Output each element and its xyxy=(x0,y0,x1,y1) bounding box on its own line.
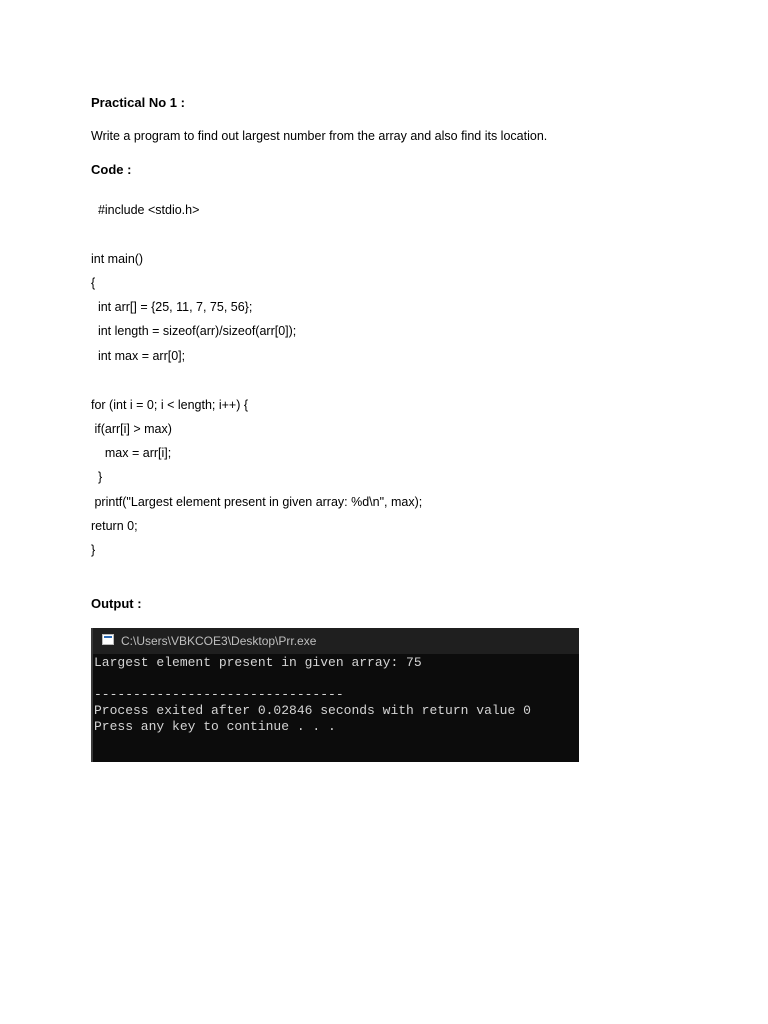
code-line: } xyxy=(91,543,96,557)
code-line: int max = arr[0]; xyxy=(91,349,186,363)
code-line: if(arr[i] > max) xyxy=(91,422,172,436)
code-line: { xyxy=(91,276,96,290)
console-separator-line: -------------------------------- xyxy=(94,687,344,702)
console-titlebar xyxy=(93,628,579,654)
console-window-icon xyxy=(102,634,114,645)
console-output-line: Process exited after 0.02846 seconds with return value 0 xyxy=(94,703,531,718)
code-line: int main() xyxy=(91,252,144,266)
code-line: int length = sizeof(arr)/sizeof(arr[0]); xyxy=(91,324,297,338)
question-text: Write a program to find out largest number from the array and also find its location. xyxy=(91,129,548,143)
code-line: } xyxy=(91,470,103,484)
code-line: for (int i = 0; i < length; i++) { xyxy=(91,398,249,412)
console-title: C:\Users\VBKCOE3\Desktop\Prr.exe xyxy=(121,634,317,648)
console-window-screenshot xyxy=(91,628,579,762)
code-line: printf("Largest element present in given array: %d\n", max); xyxy=(91,495,423,509)
code-line: #include <stdio.h> xyxy=(91,203,200,217)
practical-heading: Practical No 1 : xyxy=(91,95,185,110)
code-line: return 0; xyxy=(91,519,138,533)
code-heading: Code : xyxy=(91,162,132,177)
output-heading: Output : xyxy=(91,596,142,611)
code-line: int arr[] = {25, 11, 7, 75, 56}; xyxy=(91,300,253,314)
code-line: max = arr[i]; xyxy=(91,446,172,460)
console-output-line: Largest element present in given array: 75 xyxy=(94,655,422,670)
console-output-line: Press any key to continue . . . xyxy=(94,719,336,734)
